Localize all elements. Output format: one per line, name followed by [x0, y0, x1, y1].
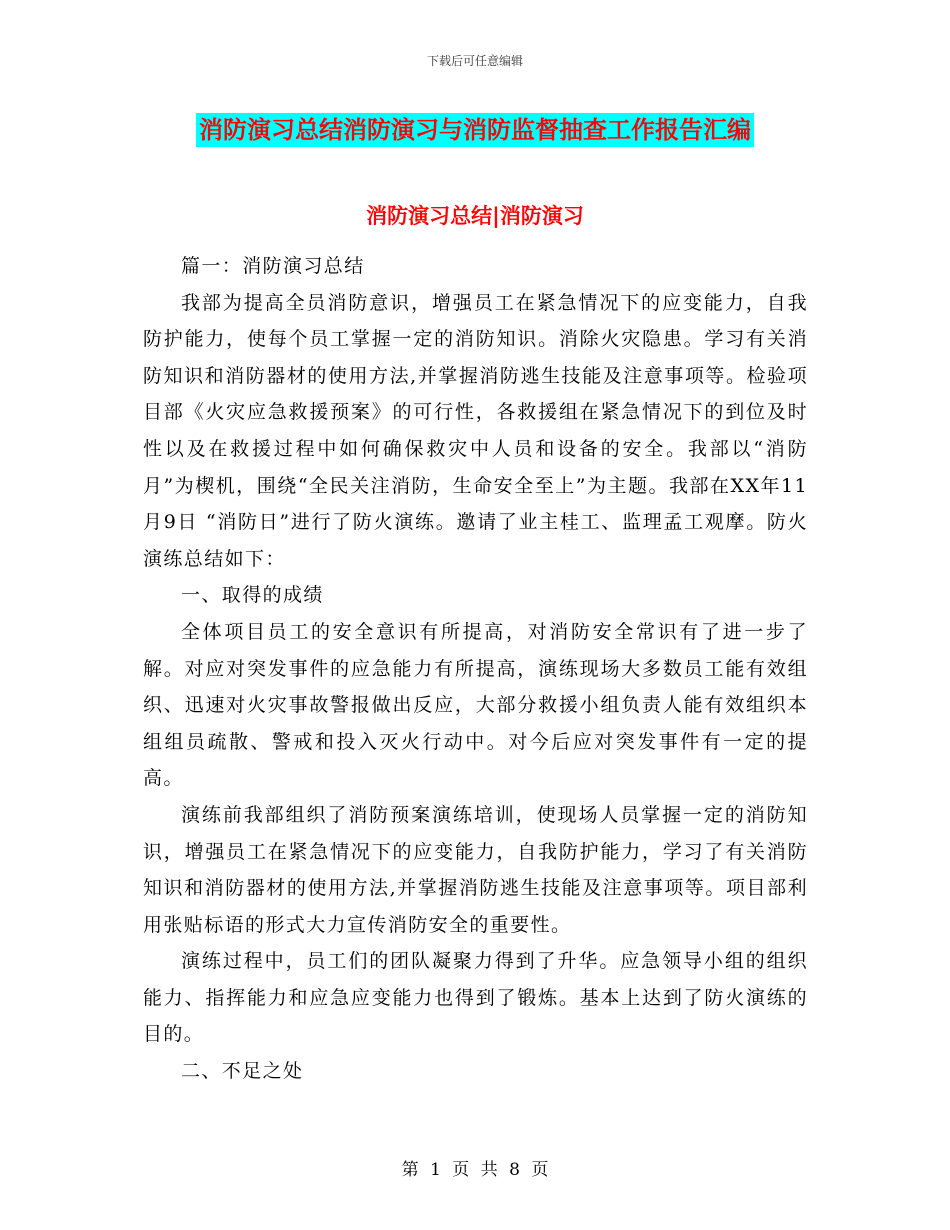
body-text — [143, 248, 808, 1090]
paragraph: 全体项目员工的安全意识有所提高，对消防安全常识有了进一步了解。对应对突发事件的应急能力有所提高，演练现场大多数员工能有效组织、迅速对火灾事故警报做出反应，大部分救援小组负责人能有效组织本组组员疏散、警戒和投入灭火行动中。对今后应对突发事件有一定的提高。 — [143, 620, 808, 790]
section-heading: 二、不足之处 — [181, 1060, 304, 1083]
paragraph: 我部为提高全员消防意识，增强员工在紧急情况下的应变能力，自我防护能力，使每个员工掌握一定的消防知识。消除火灾隐患。学习有关消防知识和消防器材的使用方法,并掌握消防逃生技能及注意事项等。检验项目部《火灾应急救援预案》的可行性，各救援组在紧急情况下的到位及时性以及在救援过程中如何确保救灾中人员和设备的安全。我部以“消防月”为楔机，围绕“全民关注消防，生命安全至上”为主题。我部在XX年11月9日 “消防日”进行了防火演练。邀请了业主桂工、监理孟工观摩。防火演练总结如下： — [143, 291, 808, 570]
paragraph: 演练前我部组织了消防预案演练培训，使现场人员掌握一定的消防知识，增强员工在紧急情况下的应变能力，自我防护能力，学习了有关消防知识和消防器材的使用方法,并掌握消防逃生技能及注意事项等。项目部利用张贴标语的形式大力宣传消防安全的重要性。 — [143, 803, 808, 936]
header-note: 下载后可任意编辑 — [426, 54, 523, 68]
paragraph: 演练过程中，员工们的团队凝聚力得到了升华。应急领导小组的组织能力、指挥能力和应急应变能力也得到了锻炼。基本上达到了防火演练的目的。 — [143, 950, 808, 1046]
main-title: 消防演习总结消防演习与消防监督抽查工作报告汇编 — [199, 116, 751, 144]
section-heading: 篇一：消防演习总结 — [181, 255, 365, 277]
main-title-highlight — [196, 113, 754, 147]
section-heading: 一、取得的成绩 — [181, 584, 324, 607]
page-number: 第 1 页 共 8 页 — [401, 1160, 549, 1180]
sub-title: 消防演习总结|消防演习 — [366, 204, 584, 228]
